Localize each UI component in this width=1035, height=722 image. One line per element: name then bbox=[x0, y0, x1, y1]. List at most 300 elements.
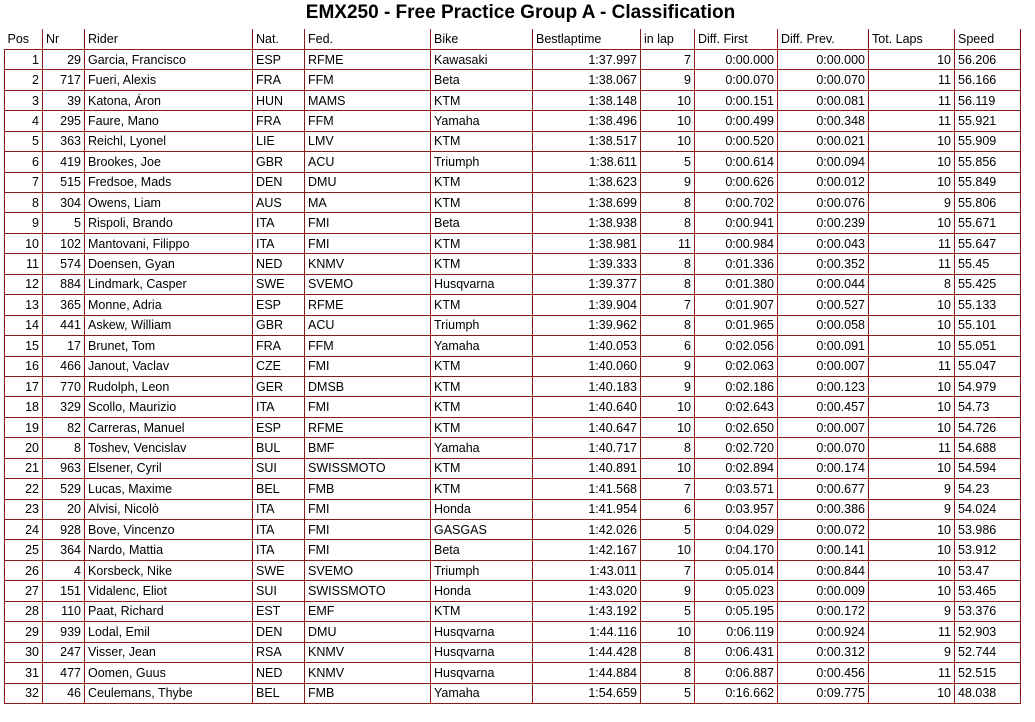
cell-speed: 55.101 bbox=[955, 315, 1021, 335]
cell-tot-laps: 10 bbox=[869, 458, 955, 478]
cell-inlap: 10 bbox=[641, 90, 695, 110]
table-row bbox=[5, 213, 1021, 233]
cell-speed: 55.849 bbox=[955, 172, 1021, 192]
cell-inlap: 8 bbox=[641, 438, 695, 458]
cell-nr: 5 bbox=[43, 213, 85, 233]
cell-fed: FFM bbox=[305, 70, 431, 90]
table-row bbox=[5, 520, 1021, 540]
cell-bestlap: 1:38.981 bbox=[533, 233, 641, 253]
cell-inlap: 8 bbox=[641, 254, 695, 274]
cell-inlap: 7 bbox=[641, 479, 695, 499]
cell-nr: 295 bbox=[43, 111, 85, 131]
cell-inlap: 8 bbox=[641, 193, 695, 213]
cell-pos: 23 bbox=[5, 499, 43, 519]
cell-tot-laps: 11 bbox=[869, 356, 955, 376]
table-row bbox=[5, 560, 1021, 580]
cell-fed: FMI bbox=[305, 213, 431, 233]
cell-pos: 4 bbox=[5, 111, 43, 131]
cell-tot-laps: 10 bbox=[869, 581, 955, 601]
cell-diff-prev: 0:00.070 bbox=[778, 438, 869, 458]
table-row bbox=[5, 376, 1021, 396]
cell-nat: GER bbox=[253, 376, 305, 396]
table-row bbox=[5, 438, 1021, 458]
cell-nr: 46 bbox=[43, 683, 85, 703]
cell-bestlap: 1:40.647 bbox=[533, 417, 641, 437]
cell-inlap: 6 bbox=[641, 499, 695, 519]
cell-tot-laps: 11 bbox=[869, 438, 955, 458]
cell-nr: 20 bbox=[43, 499, 85, 519]
cell-tot-laps: 11 bbox=[869, 254, 955, 274]
col-header-speed: Speed bbox=[955, 29, 1021, 49]
cell-inlap: 10 bbox=[641, 397, 695, 417]
cell-bike: Honda bbox=[431, 499, 533, 519]
cell-nr: 770 bbox=[43, 376, 85, 396]
cell-bestlap: 1:44.116 bbox=[533, 622, 641, 642]
cell-nr: 477 bbox=[43, 663, 85, 683]
cell-diff-first: 0:00.499 bbox=[695, 111, 778, 131]
cell-diff-first: 0:00.614 bbox=[695, 152, 778, 172]
cell-bestlap: 1:40.891 bbox=[533, 458, 641, 478]
cell-pos: 30 bbox=[5, 642, 43, 662]
cell-speed: 55.647 bbox=[955, 233, 1021, 253]
table-row bbox=[5, 622, 1021, 642]
cell-bestlap: 1:40.183 bbox=[533, 376, 641, 396]
cell-diff-prev: 0:00.007 bbox=[778, 417, 869, 437]
cell-diff-prev: 0:00.677 bbox=[778, 479, 869, 499]
cell-bike: Kawasaki bbox=[431, 49, 533, 69]
col-header-pos: Pos bbox=[5, 29, 43, 49]
cell-diff-prev: 0:00.072 bbox=[778, 520, 869, 540]
cell-rider: Toshev, Vencislav bbox=[85, 438, 253, 458]
cell-nat: BEL bbox=[253, 479, 305, 499]
cell-fed: FMB bbox=[305, 683, 431, 703]
cell-diff-first: 0:16.662 bbox=[695, 683, 778, 703]
table-row bbox=[5, 295, 1021, 315]
cell-nat: ESP bbox=[253, 49, 305, 69]
cell-rider: Garcia, Francisco bbox=[85, 49, 253, 69]
cell-rider: Paat, Richard bbox=[85, 601, 253, 621]
cell-tot-laps: 9 bbox=[869, 499, 955, 519]
cell-diff-prev: 0:00.457 bbox=[778, 397, 869, 417]
cell-inlap: 9 bbox=[641, 376, 695, 396]
cell-tot-laps: 10 bbox=[869, 540, 955, 560]
cell-diff-first: 0:01.907 bbox=[695, 295, 778, 315]
cell-fed: LMV bbox=[305, 131, 431, 151]
cell-pos: 24 bbox=[5, 520, 43, 540]
cell-fed: SWISSMOTO bbox=[305, 581, 431, 601]
cell-fed: KNMV bbox=[305, 663, 431, 683]
cell-diff-first: 0:00.151 bbox=[695, 90, 778, 110]
cell-fed: KNMV bbox=[305, 254, 431, 274]
cell-nat: ITA bbox=[253, 233, 305, 253]
cell-fed: FMI bbox=[305, 397, 431, 417]
cell-nat: NED bbox=[253, 663, 305, 683]
cell-speed: 53.47 bbox=[955, 560, 1021, 580]
cell-diff-first: 0:06.887 bbox=[695, 663, 778, 683]
cell-inlap: 11 bbox=[641, 233, 695, 253]
cell-bike: Triumph bbox=[431, 152, 533, 172]
cell-pos: 29 bbox=[5, 622, 43, 642]
cell-diff-prev: 0:00.094 bbox=[778, 152, 869, 172]
col-header-nat: Nat. bbox=[253, 29, 305, 49]
cell-speed: 52.515 bbox=[955, 663, 1021, 683]
table-row bbox=[5, 417, 1021, 437]
cell-nat: ESP bbox=[253, 295, 305, 315]
cell-fed: RFME bbox=[305, 417, 431, 437]
cell-bestlap: 1:38.067 bbox=[533, 70, 641, 90]
cell-bestlap: 1:43.011 bbox=[533, 560, 641, 580]
cell-bestlap: 1:42.026 bbox=[533, 520, 641, 540]
cell-fed: KNMV bbox=[305, 642, 431, 662]
col-header-bike: Bike bbox=[431, 29, 533, 49]
cell-rider: Ceulemans, Thybe bbox=[85, 683, 253, 703]
cell-fed: MAMS bbox=[305, 90, 431, 110]
cell-nr: 17 bbox=[43, 336, 85, 356]
cell-nat: ITA bbox=[253, 397, 305, 417]
cell-diff-first: 0:02.063 bbox=[695, 356, 778, 376]
cell-diff-first: 0:00.000 bbox=[695, 49, 778, 69]
classification-table bbox=[4, 29, 1021, 704]
cell-pos: 17 bbox=[5, 376, 43, 396]
cell-nat: GBR bbox=[253, 315, 305, 335]
table-row bbox=[5, 111, 1021, 131]
cell-fed: FFM bbox=[305, 111, 431, 131]
cell-pos: 16 bbox=[5, 356, 43, 376]
cell-nat: SWE bbox=[253, 560, 305, 580]
cell-diff-prev: 0:00.076 bbox=[778, 193, 869, 213]
cell-rider: Carreras, Manuel bbox=[85, 417, 253, 437]
col-header-bestlap: Bestlaptime bbox=[533, 29, 641, 49]
cell-diff-first: 0:03.957 bbox=[695, 499, 778, 519]
cell-diff-first: 0:00.070 bbox=[695, 70, 778, 90]
cell-rider: Doensen, Gyan bbox=[85, 254, 253, 274]
cell-inlap: 9 bbox=[641, 581, 695, 601]
cell-inlap: 6 bbox=[641, 336, 695, 356]
table-row bbox=[5, 315, 1021, 335]
cell-diff-prev: 0:00.386 bbox=[778, 499, 869, 519]
cell-speed: 55.909 bbox=[955, 131, 1021, 151]
table-row bbox=[5, 458, 1021, 478]
cell-inlap: 5 bbox=[641, 152, 695, 172]
cell-speed: 55.806 bbox=[955, 193, 1021, 213]
cell-diff-prev: 0:00.007 bbox=[778, 356, 869, 376]
cell-tot-laps: 10 bbox=[869, 131, 955, 151]
cell-fed: DMU bbox=[305, 622, 431, 642]
cell-diff-first: 0:02.186 bbox=[695, 376, 778, 396]
cell-bestlap: 1:43.192 bbox=[533, 601, 641, 621]
cell-nr: 8 bbox=[43, 438, 85, 458]
table-row bbox=[5, 254, 1021, 274]
cell-nat: ITA bbox=[253, 540, 305, 560]
cell-bestlap: 1:39.962 bbox=[533, 315, 641, 335]
cell-nr: 39 bbox=[43, 90, 85, 110]
cell-nat: GBR bbox=[253, 152, 305, 172]
cell-pos: 18 bbox=[5, 397, 43, 417]
cell-nr: 515 bbox=[43, 172, 85, 192]
cell-nat: HUN bbox=[253, 90, 305, 110]
cell-speed: 56.206 bbox=[955, 49, 1021, 69]
cell-diff-prev: 0:00.058 bbox=[778, 315, 869, 335]
cell-fed: BMF bbox=[305, 438, 431, 458]
table-row bbox=[5, 540, 1021, 560]
cell-bike: Husqvarna bbox=[431, 622, 533, 642]
cell-nr: 939 bbox=[43, 622, 85, 642]
cell-pos: 28 bbox=[5, 601, 43, 621]
cell-bike: KTM bbox=[431, 397, 533, 417]
cell-bestlap: 1:44.428 bbox=[533, 642, 641, 662]
cell-bike: KTM bbox=[431, 417, 533, 437]
cell-rider: Bove, Vincenzo bbox=[85, 520, 253, 540]
cell-speed: 55.856 bbox=[955, 152, 1021, 172]
cell-tot-laps: 10 bbox=[869, 397, 955, 417]
cell-diff-first: 0:05.195 bbox=[695, 601, 778, 621]
cell-tot-laps: 8 bbox=[869, 274, 955, 294]
table-row bbox=[5, 131, 1021, 151]
cell-tot-laps: 10 bbox=[869, 152, 955, 172]
cell-diff-prev: 0:00.924 bbox=[778, 622, 869, 642]
table-row bbox=[5, 336, 1021, 356]
cell-diff-prev: 0:00.172 bbox=[778, 601, 869, 621]
cell-bestlap: 1:40.060 bbox=[533, 356, 641, 376]
cell-diff-prev: 0:00.312 bbox=[778, 642, 869, 662]
cell-pos: 12 bbox=[5, 274, 43, 294]
table-body bbox=[5, 49, 1021, 703]
cell-diff-prev: 0:00.174 bbox=[778, 458, 869, 478]
cell-diff-prev: 0:00.239 bbox=[778, 213, 869, 233]
cell-bike: KTM bbox=[431, 601, 533, 621]
cell-nr: 884 bbox=[43, 274, 85, 294]
cell-diff-first: 0:04.029 bbox=[695, 520, 778, 540]
cell-bike: KTM bbox=[431, 172, 533, 192]
cell-rider: Lindmark, Casper bbox=[85, 274, 253, 294]
cell-speed: 55.671 bbox=[955, 213, 1021, 233]
cell-nat: FRA bbox=[253, 70, 305, 90]
cell-fed: ACU bbox=[305, 152, 431, 172]
cell-nat: LIE bbox=[253, 131, 305, 151]
cell-fed: SVEMO bbox=[305, 560, 431, 580]
cell-diff-first: 0:00.520 bbox=[695, 131, 778, 151]
cell-fed: FFM bbox=[305, 336, 431, 356]
cell-tot-laps: 10 bbox=[869, 213, 955, 233]
cell-speed: 56.119 bbox=[955, 90, 1021, 110]
cell-bestlap: 1:38.517 bbox=[533, 131, 641, 151]
cell-bike: Honda bbox=[431, 581, 533, 601]
table-row bbox=[5, 70, 1021, 90]
cell-bike: Beta bbox=[431, 70, 533, 90]
cell-nr: 110 bbox=[43, 601, 85, 621]
cell-speed: 48.038 bbox=[955, 683, 1021, 703]
cell-nr: 82 bbox=[43, 417, 85, 437]
cell-nr: 29 bbox=[43, 49, 85, 69]
cell-rider: Vidalenc, Eliot bbox=[85, 581, 253, 601]
cell-diff-first: 0:04.170 bbox=[695, 540, 778, 560]
cell-nr: 574 bbox=[43, 254, 85, 274]
cell-nat: ITA bbox=[253, 213, 305, 233]
cell-inlap: 7 bbox=[641, 560, 695, 580]
cell-nat: FRA bbox=[253, 336, 305, 356]
cell-speed: 53.912 bbox=[955, 540, 1021, 560]
cell-fed: SVEMO bbox=[305, 274, 431, 294]
cell-rider: Lodal, Emil bbox=[85, 622, 253, 642]
cell-speed: 56.166 bbox=[955, 70, 1021, 90]
cell-pos: 5 bbox=[5, 131, 43, 151]
cell-fed: MA bbox=[305, 193, 431, 213]
cell-diff-first: 0:02.894 bbox=[695, 458, 778, 478]
cell-inlap: 9 bbox=[641, 172, 695, 192]
cell-inlap: 5 bbox=[641, 520, 695, 540]
cell-bike: KTM bbox=[431, 458, 533, 478]
cell-diff-first: 0:00.626 bbox=[695, 172, 778, 192]
page-title: EMX250 - Free Practice Group A - Classification bbox=[305, 2, 736, 23]
cell-speed: 52.903 bbox=[955, 622, 1021, 642]
cell-inlap: 8 bbox=[641, 663, 695, 683]
cell-bike: Yamaha bbox=[431, 683, 533, 703]
cell-pos: 32 bbox=[5, 683, 43, 703]
cell-fed: FMI bbox=[305, 520, 431, 540]
cell-pos: 22 bbox=[5, 479, 43, 499]
cell-rider: Scollo, Maurizio bbox=[85, 397, 253, 417]
cell-diff-prev: 0:00.456 bbox=[778, 663, 869, 683]
cell-tot-laps: 11 bbox=[869, 663, 955, 683]
cell-bestlap: 1:54.659 bbox=[533, 683, 641, 703]
cell-nat: SUI bbox=[253, 581, 305, 601]
cell-diff-first: 0:00.702 bbox=[695, 193, 778, 213]
cell-diff-prev: 0:00.043 bbox=[778, 233, 869, 253]
cell-speed: 55.425 bbox=[955, 274, 1021, 294]
cell-speed: 54.979 bbox=[955, 376, 1021, 396]
cell-fed: FMI bbox=[305, 540, 431, 560]
cell-bike: KTM bbox=[431, 131, 533, 151]
cell-tot-laps: 10 bbox=[869, 295, 955, 315]
col-header-tot-laps: Tot. Laps bbox=[869, 29, 955, 49]
cell-bike: KTM bbox=[431, 233, 533, 253]
cell-rider: Reichl, Lyonel bbox=[85, 131, 253, 151]
cell-speed: 55.051 bbox=[955, 336, 1021, 356]
cell-inlap: 10 bbox=[641, 540, 695, 560]
cell-bike: KTM bbox=[431, 254, 533, 274]
cell-diff-first: 0:01.965 bbox=[695, 315, 778, 335]
cell-pos: 15 bbox=[5, 336, 43, 356]
cell-rider: Brookes, Joe bbox=[85, 152, 253, 172]
cell-diff-first: 0:06.431 bbox=[695, 642, 778, 662]
cell-diff-prev: 0:00.012 bbox=[778, 172, 869, 192]
cell-diff-first: 0:02.643 bbox=[695, 397, 778, 417]
cell-rider: Monne, Adria bbox=[85, 295, 253, 315]
cell-diff-first: 0:05.023 bbox=[695, 581, 778, 601]
cell-rider: Janout, Vaclav bbox=[85, 356, 253, 376]
cell-bestlap: 1:39.904 bbox=[533, 295, 641, 315]
cell-tot-laps: 10 bbox=[869, 172, 955, 192]
cell-nat: RSA bbox=[253, 642, 305, 662]
cell-fed: FMI bbox=[305, 499, 431, 519]
cell-rider: Rudolph, Leon bbox=[85, 376, 253, 396]
cell-bike: Husqvarna bbox=[431, 663, 533, 683]
cell-rider: Brunet, Tom bbox=[85, 336, 253, 356]
cell-nat: EST bbox=[253, 601, 305, 621]
cell-tot-laps: 11 bbox=[869, 70, 955, 90]
cell-bike: Yamaha bbox=[431, 336, 533, 356]
cell-diff-first: 0:05.014 bbox=[695, 560, 778, 580]
cell-speed: 53.465 bbox=[955, 581, 1021, 601]
cell-diff-first: 0:03.571 bbox=[695, 479, 778, 499]
cell-bestlap: 1:38.623 bbox=[533, 172, 641, 192]
cell-rider: Lucas, Maxime bbox=[85, 479, 253, 499]
cell-bike: KTM bbox=[431, 479, 533, 499]
cell-bike: Triumph bbox=[431, 315, 533, 335]
cell-diff-prev: 0:00.021 bbox=[778, 131, 869, 151]
cell-fed: RFME bbox=[305, 49, 431, 69]
cell-pos: 3 bbox=[5, 90, 43, 110]
cell-speed: 54.594 bbox=[955, 458, 1021, 478]
cell-pos: 20 bbox=[5, 438, 43, 458]
cell-pos: 8 bbox=[5, 193, 43, 213]
cell-speed: 54.23 bbox=[955, 479, 1021, 499]
cell-inlap: 10 bbox=[641, 111, 695, 131]
cell-rider: Owens, Liam bbox=[85, 193, 253, 213]
cell-inlap: 10 bbox=[641, 458, 695, 478]
cell-nat: SUI bbox=[253, 458, 305, 478]
cell-tot-laps: 10 bbox=[869, 520, 955, 540]
cell-bestlap: 1:39.333 bbox=[533, 254, 641, 274]
cell-bestlap: 1:44.884 bbox=[533, 663, 641, 683]
cell-speed: 54.726 bbox=[955, 417, 1021, 437]
cell-nr: 365 bbox=[43, 295, 85, 315]
cell-nat: FRA bbox=[253, 111, 305, 131]
table-row bbox=[5, 499, 1021, 519]
cell-diff-first: 0:02.650 bbox=[695, 417, 778, 437]
cell-fed: FMI bbox=[305, 356, 431, 376]
cell-bestlap: 1:41.954 bbox=[533, 499, 641, 519]
cell-pos: 6 bbox=[5, 152, 43, 172]
cell-inlap: 8 bbox=[641, 315, 695, 335]
cell-rider: Katona, Áron bbox=[85, 90, 253, 110]
cell-nr: 4 bbox=[43, 560, 85, 580]
cell-speed: 53.986 bbox=[955, 520, 1021, 540]
cell-nat: SWE bbox=[253, 274, 305, 294]
cell-speed: 54.024 bbox=[955, 499, 1021, 519]
cell-rider: Fredsoe, Mads bbox=[85, 172, 253, 192]
cell-tot-laps: 10 bbox=[869, 336, 955, 356]
cell-tot-laps: 11 bbox=[869, 622, 955, 642]
cell-rider: Rispoli, Brando bbox=[85, 213, 253, 233]
cell-nr: 717 bbox=[43, 70, 85, 90]
cell-tot-laps: 10 bbox=[869, 49, 955, 69]
cell-nr: 102 bbox=[43, 233, 85, 253]
col-header-rider: Rider bbox=[85, 29, 253, 49]
cell-diff-prev: 0:00.044 bbox=[778, 274, 869, 294]
cell-fed: DMU bbox=[305, 172, 431, 192]
table-row bbox=[5, 90, 1021, 110]
table-row bbox=[5, 233, 1021, 253]
cell-diff-prev: 0:00.091 bbox=[778, 336, 869, 356]
cell-bestlap: 1:41.568 bbox=[533, 479, 641, 499]
cell-tot-laps: 10 bbox=[869, 315, 955, 335]
cell-nat: ITA bbox=[253, 520, 305, 540]
cell-fed: SWISSMOTO bbox=[305, 458, 431, 478]
cell-tot-laps: 10 bbox=[869, 376, 955, 396]
table-row bbox=[5, 663, 1021, 683]
col-header-diff-prev: Diff. Prev. bbox=[778, 29, 869, 49]
cell-inlap: 8 bbox=[641, 274, 695, 294]
cell-diff-first: 0:00.984 bbox=[695, 233, 778, 253]
cell-bike: Beta bbox=[431, 540, 533, 560]
cell-tot-laps: 10 bbox=[869, 683, 955, 703]
cell-bestlap: 1:37.997 bbox=[533, 49, 641, 69]
cell-pos: 10 bbox=[5, 233, 43, 253]
cell-diff-first: 0:01.380 bbox=[695, 274, 778, 294]
cell-diff-prev: 0:00.348 bbox=[778, 111, 869, 131]
cell-inlap: 9 bbox=[641, 70, 695, 90]
